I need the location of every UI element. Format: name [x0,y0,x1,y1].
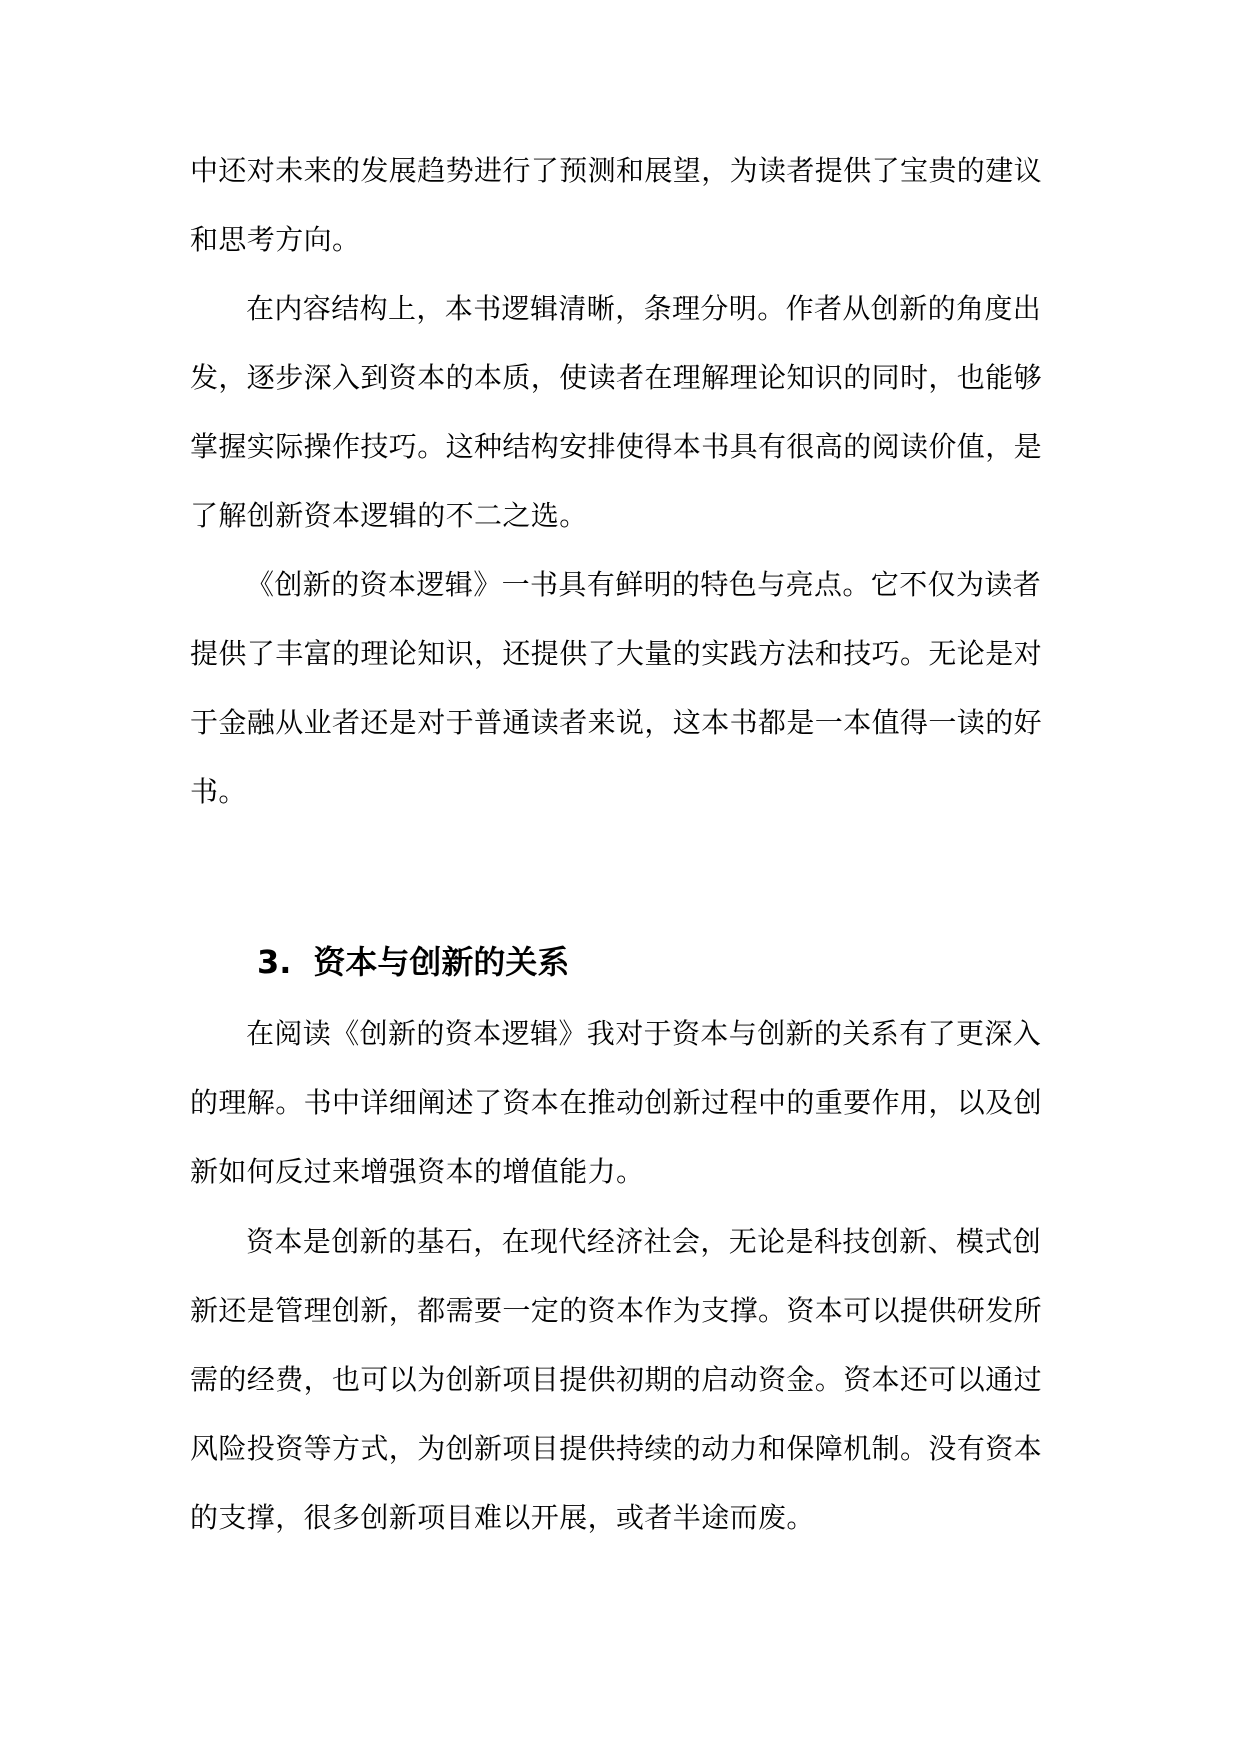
paragraph-line: 资本是创新的基石，在现代经济社会，无论是科技创新、模式创 [246,1225,1042,1258]
section-title: 资本与创新的关系 [313,943,570,981]
paragraph-line: 风险投资等方式，为创新项目提供持续的动力和保障机制。没有资本 [190,1432,1043,1465]
paragraph-line: 需的经费，也可以为创新项目提供初期的启动资金。资本还可以通过 [190,1363,1043,1396]
paragraph-line: 的支撑，很多创新项目难以开展，或者半途而废。 [190,1501,815,1534]
paragraph-line: 书。 [190,775,247,808]
paragraph-line: 新还是管理创新，都需要一定的资本作为支撑。资本可以提供研发所 [190,1294,1043,1327]
paragraph-line: 《创新的资本逻辑》一书具有鲜明的特色与亮点。它不仅为读者 [246,568,1042,601]
paragraph-line: 新如何反过来增强资本的增值能力。 [190,1155,645,1188]
paragraph-line: 发，逐步深入到资本的本质，使读者在理解理论知识的同时，也能够 [190,361,1043,394]
paragraph-line: 掌握实际操作技巧。这种结构安排使得本书具有很高的阅读价值，是 [190,430,1043,463]
paragraph-line: 和思考方向。 [190,223,361,256]
paragraph-line: 了解创新资本逻辑的不二之选。 [190,499,588,532]
paragraph-line: 中还对未来的发展趋势进行了预测和展望，为读者提供了宝贵的建议 [190,154,1043,187]
paragraph-line: 在阅读《创新的资本逻辑》我对于资本与创新的关系有了更深入 [246,1017,1042,1050]
section-heading [257,939,569,985]
paragraph-line: 提供了丰富的理论知识，还提供了大量的实践方法和技巧。无论是对 [190,637,1043,670]
section-number: 3. [257,943,292,981]
paragraph-line: 于金融从业者还是对于普通读者来说，这本书都是一本值得一读的好 [190,706,1043,739]
paragraph-line: 的理解。书中详细阐述了资本在推动创新过程中的重要作用，以及创 [190,1086,1043,1119]
paragraph-line: 在内容结构上，本书逻辑清晰，条理分明。作者从创新的角度出 [246,292,1042,325]
